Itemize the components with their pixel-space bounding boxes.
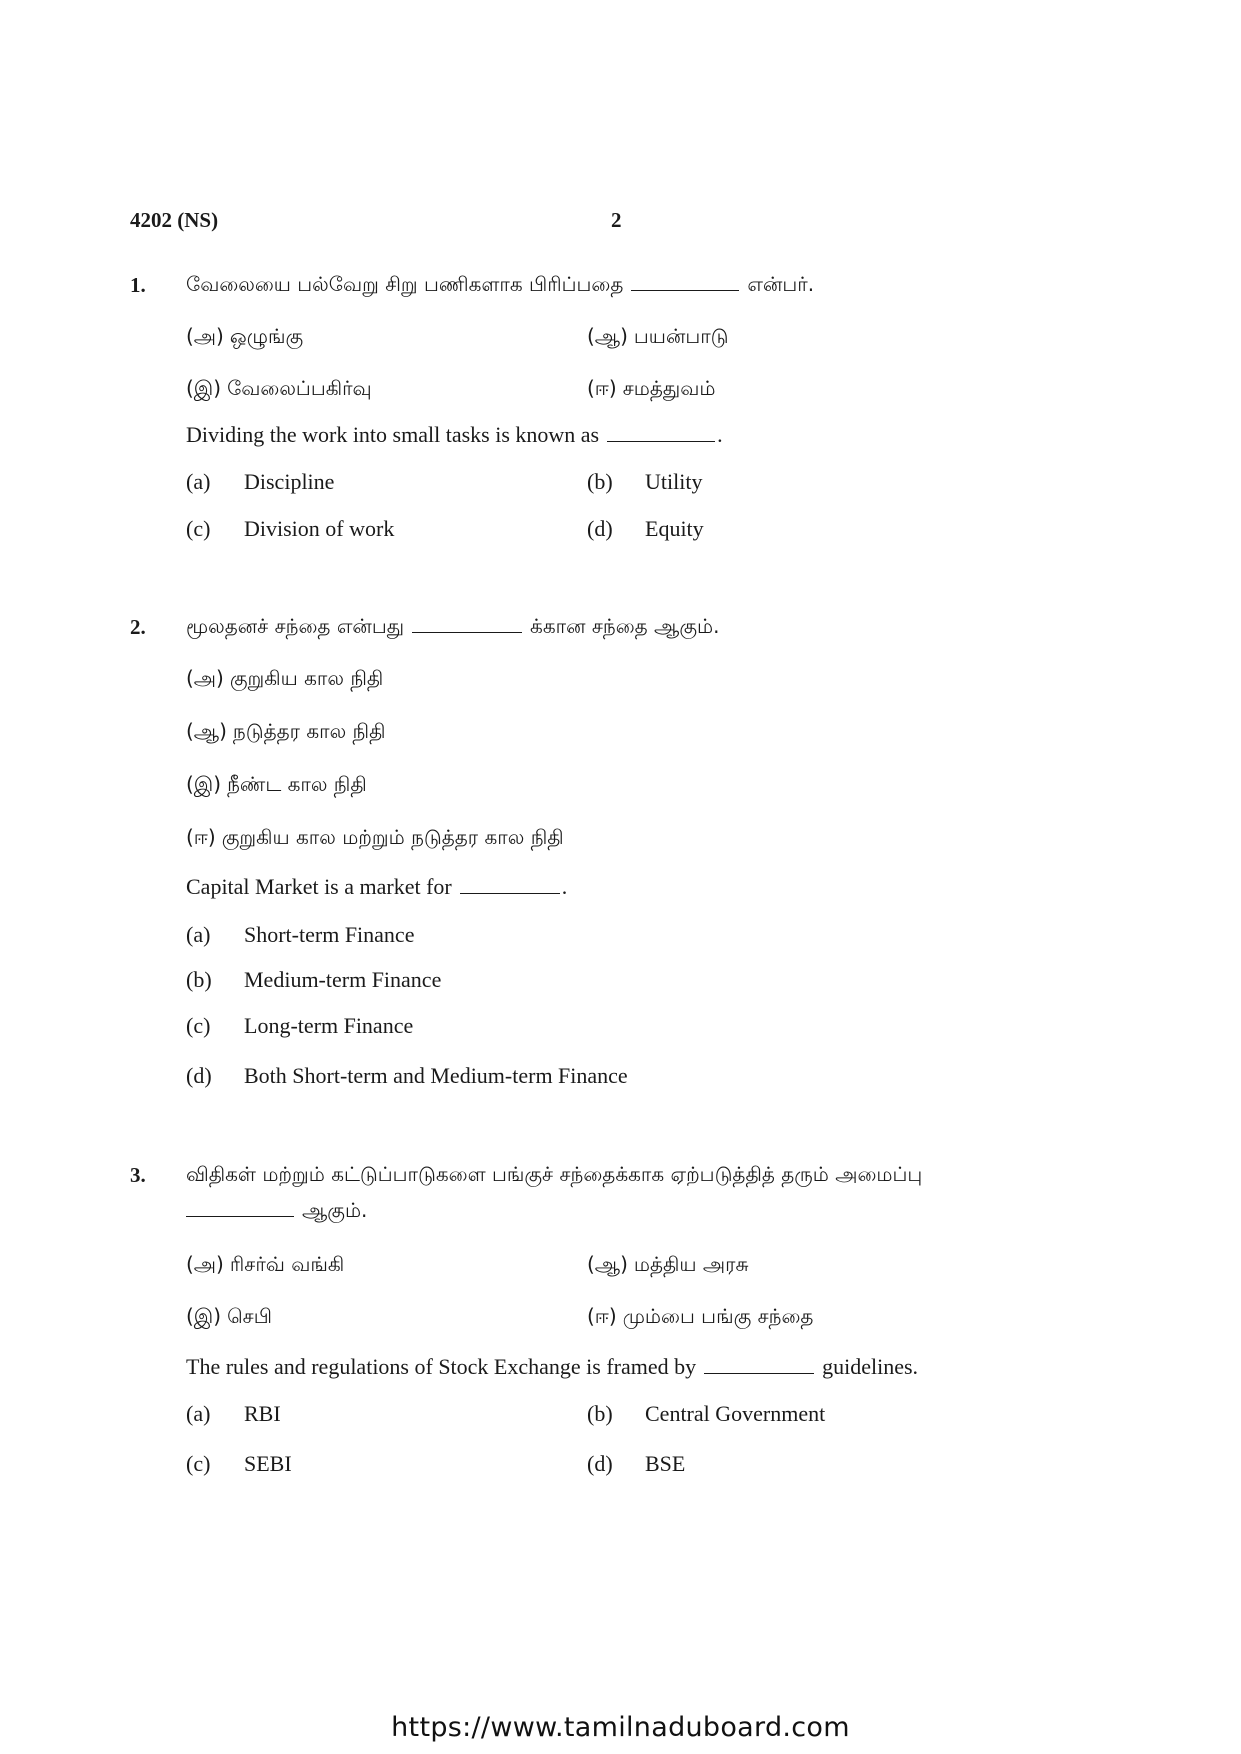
question-1-english-option-d [587, 516, 704, 542]
question-1-tamil-option-c [186, 376, 372, 403]
option-label: (ஈ) [587, 376, 617, 400]
option-text: Equity [645, 516, 704, 541]
option-text: நடுத்தர கால நிதி [232, 719, 386, 743]
option-text: குறுகிய கால மற்றும் நடுத்தர கால நிதி [221, 825, 564, 849]
option-label: (d) [587, 1451, 613, 1476]
option-label: (c) [186, 1451, 211, 1476]
stem-text: The rules and regulations of Stock Exchange is framed by [186, 1354, 697, 1379]
question-1-tamil-option-b [587, 324, 729, 351]
option-label: (d) [186, 1063, 212, 1088]
option-label: (ஈ) [186, 825, 216, 849]
question-3-number: 3. [130, 1163, 146, 1187]
question-2-english-option-b [186, 967, 441, 993]
question-3-tamil-option-d [587, 1304, 813, 1331]
answer-blank [412, 631, 522, 633]
question-3-english-option-a [186, 1401, 281, 1427]
option-text: Short-term Finance [244, 922, 415, 947]
stem-text: . [717, 422, 723, 447]
option-label: (ஆ) [587, 1252, 628, 1276]
option-text: சமத்துவம் [622, 376, 716, 400]
option-label: (c) [186, 516, 211, 541]
answer-blank [460, 892, 560, 894]
stem-text: Dividing the work into small tasks is known as [186, 422, 600, 447]
question-2-number: 2. [130, 615, 146, 639]
option-text: செபி [227, 1304, 272, 1328]
option-label: (ஆ) [186, 719, 227, 743]
option-label: (இ) [186, 1304, 222, 1328]
question-3-tamil-stem-line1: விதிகள் மற்றும் கட்டுப்பாடுகளை பங்குச் சந்தைக்காக ஏற்படுத்தித் தரும் அமைப்பு [186, 1162, 923, 1186]
page-number: 2 [611, 208, 622, 232]
question-1-english-stem [186, 422, 723, 448]
question-2-english-option-d [186, 1063, 628, 1089]
stem-text: க்கான சந்தை ஆகும். [530, 614, 720, 638]
option-text: Division of work [244, 516, 395, 541]
stem-text: . [561, 874, 568, 899]
stem-text: guidelines. [822, 1354, 919, 1379]
option-text: ஒழுங்கு [229, 324, 304, 348]
option-text: BSE [645, 1451, 686, 1476]
question-1-tamil-option-d [587, 376, 716, 403]
option-label: (d) [587, 516, 613, 541]
question-2-tamil-option-c [186, 772, 367, 799]
question-3-tamil-stem-line2 [186, 1198, 367, 1225]
option-text: Central Government [645, 1401, 826, 1426]
option-text: மும்பை பங்கு சந்தை [622, 1304, 814, 1328]
question-1-english-option-c [186, 516, 394, 542]
option-text: Both Short-term and Medium-term Finance [244, 1063, 628, 1088]
question-3-tamil-option-a [186, 1252, 344, 1279]
option-label: (இ) [186, 376, 222, 400]
question-2-english-option-c [186, 1013, 413, 1039]
option-text: பயன்பாடு [633, 324, 729, 348]
option-label: (a) [186, 922, 211, 947]
option-text: RBI [244, 1401, 281, 1426]
question-1-tamil-option-a [186, 324, 303, 351]
stem-text: என்பர். [747, 272, 815, 296]
option-text: நீண்ட கால நிதி [227, 772, 367, 796]
question-3-tamil-option-c [186, 1304, 272, 1331]
question-2-tamil-option-a [186, 666, 383, 693]
option-label: (a) [186, 1401, 211, 1426]
stem-text: வேலையை பல்வேறு சிறு பணிகளாக பிரிப்பதை [186, 272, 624, 296]
option-label: (இ) [186, 772, 222, 796]
stem-text: மூலதனச் சந்தை என்பது [186, 614, 405, 638]
option-label: (அ) [186, 324, 224, 348]
question-1-english-option-a [186, 469, 334, 495]
option-label: (a) [186, 469, 211, 494]
question-1-english-option-b [587, 469, 702, 495]
stem-text: Capital Market is a market for [186, 874, 452, 899]
question-3-tamil-option-b [587, 1252, 749, 1279]
question-3-english-option-d [587, 1451, 685, 1477]
question-2-tamil-option-d [186, 825, 564, 852]
answer-blank [186, 1215, 294, 1217]
option-text: Long-term Finance [244, 1013, 414, 1038]
question-3-english-option-b [587, 1401, 825, 1427]
question-3-english-stem [186, 1354, 918, 1380]
option-text: ரிசர்வ் வங்கி [229, 1252, 345, 1276]
question-2-english-stem [186, 874, 567, 900]
question-2-tamil-option-b [186, 719, 385, 746]
option-text: Discipline [244, 469, 335, 494]
option-label: (b) [587, 1401, 613, 1426]
footer-website-link[interactable]: https://www.tamilnaduboard.com [391, 1712, 850, 1743]
option-label: (ஆ) [587, 324, 628, 348]
answer-blank [607, 440, 715, 442]
paper-code: 4202 (NS) [130, 208, 219, 232]
option-text: Medium-term Finance [244, 967, 442, 992]
answer-blank [631, 289, 739, 291]
option-label: (b) [587, 469, 613, 494]
question-1-number: 1. [130, 273, 146, 297]
option-text: குறுகிய கால நிதி [229, 666, 384, 690]
option-label: (c) [186, 1013, 211, 1038]
option-label: (அ) [186, 666, 224, 690]
option-text: மத்திய அரசு [633, 1252, 749, 1276]
question-2-english-option-a [186, 922, 414, 948]
option-label: (ஈ) [587, 1304, 617, 1328]
option-label: (அ) [186, 1252, 224, 1276]
option-text: வேலைப்பகிர்வு [227, 376, 372, 400]
question-1-tamil-stem [186, 272, 814, 299]
option-label: (b) [186, 967, 212, 992]
option-text: SEBI [244, 1451, 292, 1476]
stem-text: ஆகும். [302, 1198, 368, 1222]
question-3-english-option-c [186, 1451, 292, 1477]
answer-blank [704, 1372, 814, 1374]
option-text: Utility [645, 469, 703, 494]
question-2-tamil-stem [186, 614, 719, 641]
